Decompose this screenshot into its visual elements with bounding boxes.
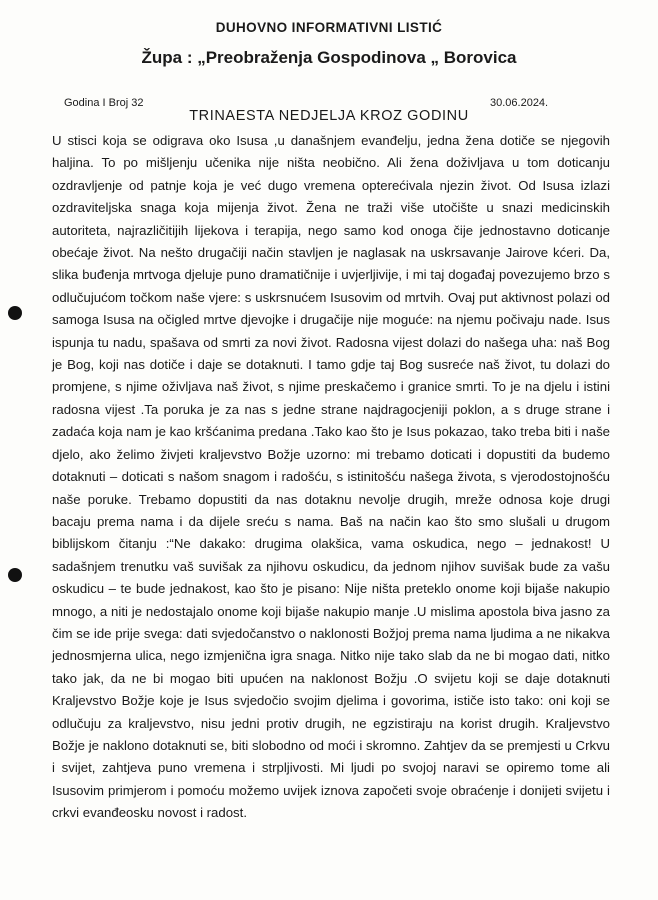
article-paragraph: U stisci koja se odigrava oko Isusa ,u današnjem evanđelju, jedna žena dotiče se njegovih haljina. To po mišljenju učenika nije ništa neobično. Ali žena doživljava u tom doticanju ozdravljenje od patnje koja je već dugo vremena opterećivala njezin život. Od Isusa izlazi ozdraviteljska snaga koja mijenja život. Žena ne traži više utočište u snazi medicinskih autoriteta, najrazličitijih lijekova i terapija, nego samo kod onoga čije jednostavno doticanje obećaje život. Na nešto drugačiji način stavljen je naglasak na uskrsavanje Jairove kćeri. Da, slika buđenja mrtvoga djeluje puno dramatičnije i uvjerljivije, i mi taj događaj povezujemo brzo s odlučujućom točkom naše vjere: s uskrsnućem Isusovim od mrtvih. Ovaj put aktivnost polazi od samoga Isusa na očigled mrtve djevojke i drugačije nije moguće: na njemu počivaju nade. Isus ispunja tu nadu, spašava od smrti za novi život. Radosna vijest dolazi do našega uha: naš Bog je Bog, koji nas dotiče i daje se dotaknuti. I tamo gdje taj Bog susreće naš život, tu dolazi do promjene, s njime oživljava naš život, s njime preskačemo i granice smrti. To je na djelu i istini radosna vijest .Ta poruka je za nas s jedne strane najdragocjeniji poklon, a s druge strane i zadaća koja nam je kao kršćanima predana .Tako kao što je Isus pokazao, tako treba biti i naše djelo, ako želimo živjeti kraljevstvo Božje uzorno: mi trebamo doticati i dopustiti da budemo dotaknuti – doticati s našom snagom i radošću, s istinitošću našega života, s vjerodostojnošću naše poruke. Trebamo dopustiti da nas dotaknu nevolje drugih, mreže odnosa koje drugi bacaju prema nama i da dijele sreću s nama. Baš na način kao što smo slušali u drugom biblijskom čitanju :“Ne dakako: drugima olakšica, vama oskudica, nego – jednakost! U sadašnjem trenutku vaš suvišak za njihovu oskudicu, da jednom njihov suvišak bude za vašu oskudicu – te bude jednakost, kao što je pisano: Nije ništa preteklo onome koji bijaše nakupio mnogo, a niti je nedostajalo onome koji bijaše nakupio manje .U mislima apostola biva jasno za čim se ide prije svega: dati svjedočanstvo o naklonosti Božjoj prema nama ljudima a ne nikakva jednosmjerna ulica, nego izmjenična igra snaga. Nitko nije tako slab da ne bi mogao dati, nitko tako jak, da ne bi mogao biti upućen na naklonost Božju .O svijetu koji se daje dotaknuti Kraljevstvo Božje koje je Isus svjedočio svojim djelima i govorima, ističe isto tako: oni koji se odlučuju za kraljevstvo, nisu jedni protiv drugih, ne egzistiraju na korist drugih. Kraljevstvo Božje je naklono dotaknuti se, biti slobodno od moći i skromno. Zahtjev da se premjesti u Crkvu i svijet, zahtjeva puno vremena i strpljivosti. Mi ljudi po svojoj naravi se opiremo tome ali Isusovim primjerom i pomoću možemo uvijek iznova započeti svoje obraćenje i donijeti svijetu i crkvi evanđeosku novost i radost. [52,133,610,821]
punch-hole-top [8,306,22,320]
issue-number: Godina I Broj 32 [64,97,144,109]
parish-name: Župa : „Preobraženja Gospodinova „ Borovica [141,48,517,67]
issue-date: 30.06.2024. [490,97,549,109]
bulletin-title: DUHOVNO INFORMATIVNI LISTIĆ [215,20,443,35]
article-heading: TRINAESTA NEDJELJA KROZ GODINU [189,108,469,124]
article-body [52,130,610,825]
punch-hole-bottom [8,568,22,582]
